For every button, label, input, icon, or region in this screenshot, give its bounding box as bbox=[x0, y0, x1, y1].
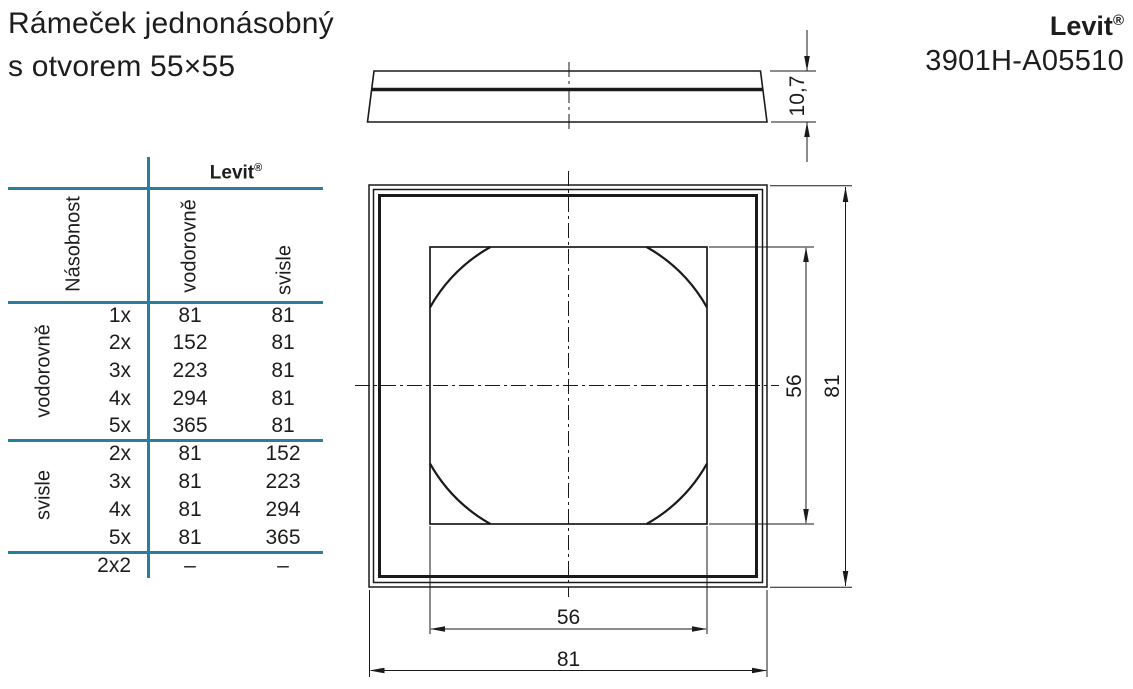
multiplicity-cell: 3x bbox=[108, 358, 131, 382]
profile-height-dimension bbox=[770, 30, 816, 162]
horizontal-size-cell: 365 bbox=[172, 414, 208, 438]
multiplicity-cell: 3x bbox=[108, 470, 131, 493]
opening-height-label: 56 bbox=[783, 374, 806, 398]
horizontal-size-cell: 152 bbox=[172, 331, 208, 355]
arrowhead bbox=[752, 668, 767, 674]
table-group-header-text: Levit bbox=[209, 162, 255, 184]
brand-name-text: Levit bbox=[1049, 11, 1113, 41]
vertical-size-cell: 81 bbox=[271, 331, 295, 355]
arrowhead bbox=[803, 247, 809, 262]
vertical-size-cell: 81 bbox=[271, 303, 295, 327]
multiplicity-cell: 5x bbox=[108, 414, 131, 438]
corner-arc-top-right bbox=[647, 247, 707, 307]
multiplicity-cell: 2x bbox=[108, 442, 131, 465]
multiplicity-cell: 4x bbox=[108, 498, 131, 521]
multiplicity-cell: 2x2 bbox=[97, 554, 131, 577]
multiplicity-cell: 4x bbox=[108, 386, 131, 410]
vertical-size-cell: 223 bbox=[265, 470, 301, 493]
arrowhead bbox=[430, 626, 445, 632]
arrowhead bbox=[843, 187, 849, 202]
column-header-vertical: svisle bbox=[273, 244, 296, 296]
frame-height-label: 81 bbox=[821, 374, 844, 398]
profile-view bbox=[368, 30, 817, 162]
horizontal-size-cell: 81 bbox=[178, 498, 202, 521]
opening-width-label: 56 bbox=[556, 606, 581, 629]
corner-arc-bottom-left bbox=[430, 464, 490, 524]
title-line1: Rámeček jednonásobný bbox=[8, 7, 334, 40]
arrowhead bbox=[803, 509, 809, 524]
profile-height-label: 10,7 bbox=[786, 75, 809, 117]
multiplicity-cell: 1x bbox=[108, 303, 131, 327]
vertical-size-cell: – bbox=[277, 554, 289, 577]
column-header-multiplicity: Násobnost bbox=[62, 196, 85, 292]
arrowhead bbox=[692, 626, 707, 632]
horizontal-size-cell: 81 bbox=[178, 442, 202, 465]
vertical-size-cell: 365 bbox=[265, 526, 301, 549]
profile-outline bbox=[368, 71, 768, 122]
section-label-horizontal: vodorovně bbox=[32, 324, 55, 418]
horizontal-size-cell: 81 bbox=[178, 470, 202, 493]
section-label-vertical: svisle bbox=[32, 469, 55, 521]
title-line2: s otvorem 55×55 bbox=[8, 50, 236, 83]
horizontal-size-cell: 81 bbox=[178, 303, 202, 327]
arrowhead bbox=[804, 122, 810, 137]
multiplicity-cell: 5x bbox=[108, 526, 131, 549]
horizontal-size-cell: 81 bbox=[178, 526, 202, 549]
vertical-size-cell: 81 bbox=[271, 414, 295, 438]
column-header-horizontal: vodorovně bbox=[178, 199, 201, 293]
vertical-size-cell: 294 bbox=[265, 498, 301, 521]
front-view bbox=[355, 171, 852, 677]
arrowhead bbox=[370, 668, 385, 674]
product-code: 3901H-A05510 bbox=[925, 45, 1124, 77]
corner-arc-bottom-right bbox=[647, 464, 707, 524]
vertical-size-cell: 152 bbox=[265, 442, 301, 465]
registered-mark: ® bbox=[1112, 12, 1124, 29]
horizontal-size-cell: – bbox=[184, 554, 196, 577]
multiplicity-cell: 2x bbox=[108, 331, 131, 355]
vertical-size-cell: 81 bbox=[271, 386, 295, 410]
vertical-size-cell: 81 bbox=[271, 358, 295, 382]
frame-width-label: 81 bbox=[556, 648, 581, 671]
arrowhead bbox=[804, 56, 810, 71]
horizontal-size-cell: 223 bbox=[172, 358, 208, 382]
corner-arc-top-left bbox=[430, 247, 490, 307]
table-group-header-reg: ® bbox=[254, 162, 263, 174]
arrowhead bbox=[843, 571, 849, 586]
horizontal-size-cell: 294 bbox=[172, 386, 208, 410]
